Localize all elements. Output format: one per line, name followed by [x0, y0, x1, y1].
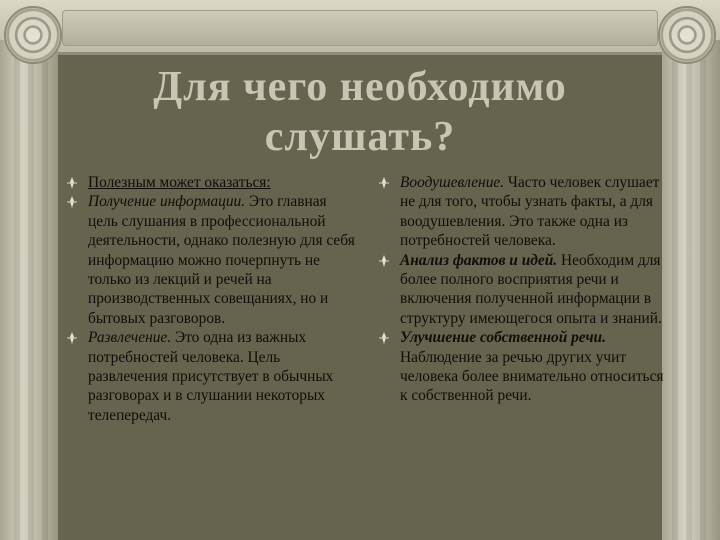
column-pillar-right — [662, 40, 720, 540]
title-line-1: Для чего необходимо — [153, 64, 567, 110]
feather-bullet-icon — [66, 196, 78, 208]
feather-bullet-icon — [66, 332, 78, 344]
list-item — [66, 192, 356, 328]
feather-bullet-icon — [66, 177, 78, 189]
item-text: Часто человек слушает не для того, чтобы узнать факты, а для воодушевления. Это также одна из потребностей человека. — [400, 174, 660, 250]
item-text: Это одна из важных потребностей человека. Цель развлечения присутствует в обычных разговорах и в слушании некоторых телепередач. — [88, 329, 334, 424]
left-column — [66, 173, 356, 425]
feather-bullet-icon — [378, 332, 390, 344]
list-item — [378, 328, 668, 406]
item-lead: Развлечение. — [88, 329, 172, 347]
slide-title — [62, 62, 658, 162]
volute-left-icon — [4, 6, 62, 64]
item-lead: Получение информации. — [88, 193, 246, 211]
list-item — [378, 251, 668, 329]
item-lead: Анализ фактов и идей. — [400, 251, 558, 269]
item-text: Необходим для более полного восприятия речи и включения полученной информации в структуру имеющегося опыта и знаний. — [400, 251, 662, 327]
item-text: Наблюдение за речью других учит человека более внимательно относиться к собственной речи. — [400, 348, 664, 405]
intro-text: Полезным может оказаться: — [88, 174, 271, 191]
list-item — [378, 173, 668, 251]
list-item — [66, 328, 356, 425]
feather-bullet-icon — [378, 255, 390, 267]
item-lead: Воодушевление. — [400, 174, 505, 191]
list-item — [66, 173, 356, 192]
column-pillar-left — [0, 40, 58, 540]
title-line-2: слушать? — [264, 114, 456, 160]
item-lead: Улучшение собственной речи. — [400, 329, 606, 347]
right-column — [378, 173, 668, 406]
feather-bullet-icon — [378, 177, 390, 189]
volute-right-icon — [658, 6, 716, 64]
item-text: Это главная цель слушания в профессиональной деятельности, однако полезную для себя информацию можно почерпнуть не только из лекций и речей на производственных совещаниях, но и бытовых разговоров. — [88, 193, 355, 327]
column-frame-top — [0, 0, 720, 55]
